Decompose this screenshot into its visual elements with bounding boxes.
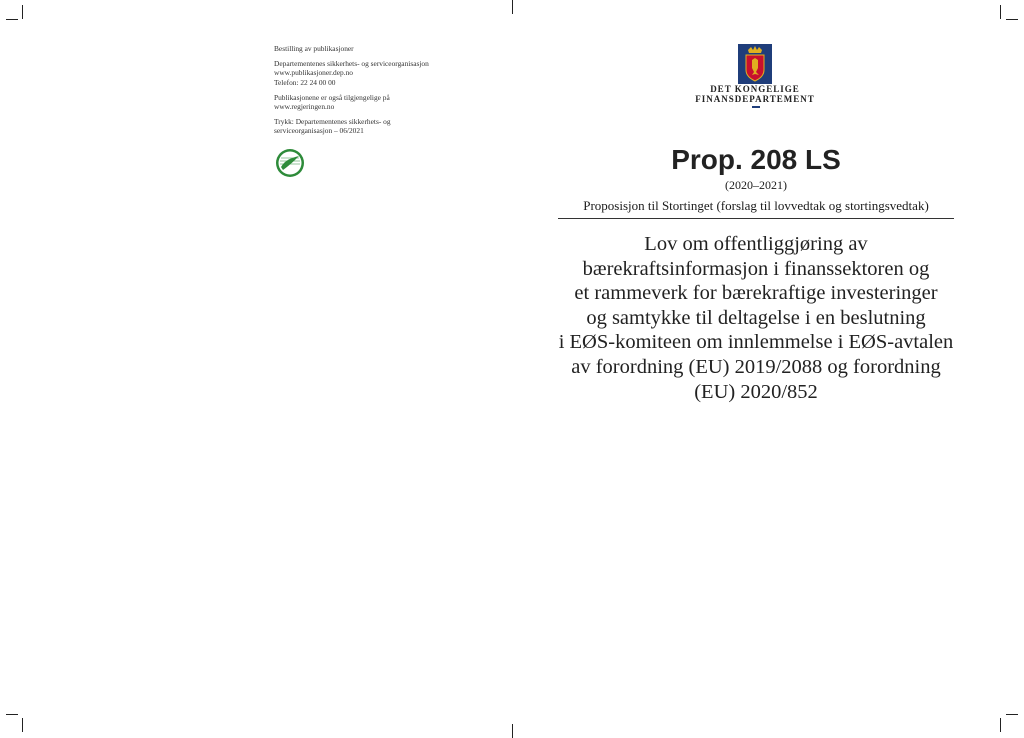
title-line: (EU) 2020/852: [694, 380, 818, 403]
crop-mark: [22, 718, 23, 732]
availability-url: www.regjeringen.no: [274, 102, 335, 112]
crop-mark: [6, 19, 18, 20]
crop-mark: [1000, 718, 1001, 732]
availability-line: Publikasjonene er også tilgjengelige på: [274, 92, 390, 102]
print-line: serviceorganisasjon – 06/2021: [274, 126, 364, 136]
document-title: [548, 232, 964, 404]
title-line: bærekraftsinformasjon i finanssektoren og: [582, 257, 930, 280]
print-line: Trykk: Departementenes sikkerhets- og: [274, 117, 391, 127]
crop-mark: [512, 724, 513, 738]
title-line: av forordning (EU) 2019/2088 og forordning: [571, 355, 941, 378]
service-organisation: [274, 59, 474, 87]
crop-mark: [1006, 714, 1018, 715]
crop-mark: [512, 0, 513, 14]
availability-note: [274, 93, 474, 111]
ministry-name: [680, 84, 830, 104]
crop-mark: [6, 714, 18, 715]
divider: [558, 218, 954, 219]
print-note: [274, 117, 474, 135]
title-line: Lov om offentliggjøring av: [644, 233, 868, 255]
session-years: (2020–2021): [725, 178, 787, 192]
title-line: et rammeverk for bærekraftige investeringer: [574, 282, 938, 305]
nordic-swan-ecolabel-icon: [275, 148, 305, 178]
service-line: Departementenes sikkerhets- og serviceorganisasjon: [274, 59, 429, 69]
ministry-underline: [752, 106, 760, 108]
title-line: og samtykke til deltagelse i en beslutning: [586, 306, 926, 329]
crop-mark: [1006, 19, 1018, 20]
service-url: www.publikasjoner.dep.no: [274, 68, 353, 78]
crop-mark: [1000, 5, 1001, 19]
proposition-subtitle: Proposisjon til Stortinget (forslag til lovvedtak og stortingsvedtak): [583, 198, 929, 213]
ministry-line: DET KONGELIGE: [710, 84, 800, 94]
title-line: i EØS-komiteen om innlemmelse i EØS-avtalen: [558, 331, 954, 354]
proposition-number: Prop. 208 LS: [671, 144, 841, 175]
ministry-line: FINANSDEPARTEMENT: [695, 94, 815, 104]
order-heading: Bestilling av publikasjoner: [274, 44, 354, 53]
crop-mark: [22, 5, 23, 19]
coat-of-arms-icon: [738, 44, 772, 84]
service-phone: Telefon: 22 24 00 00: [274, 77, 336, 87]
back-cover-info: [274, 44, 474, 142]
